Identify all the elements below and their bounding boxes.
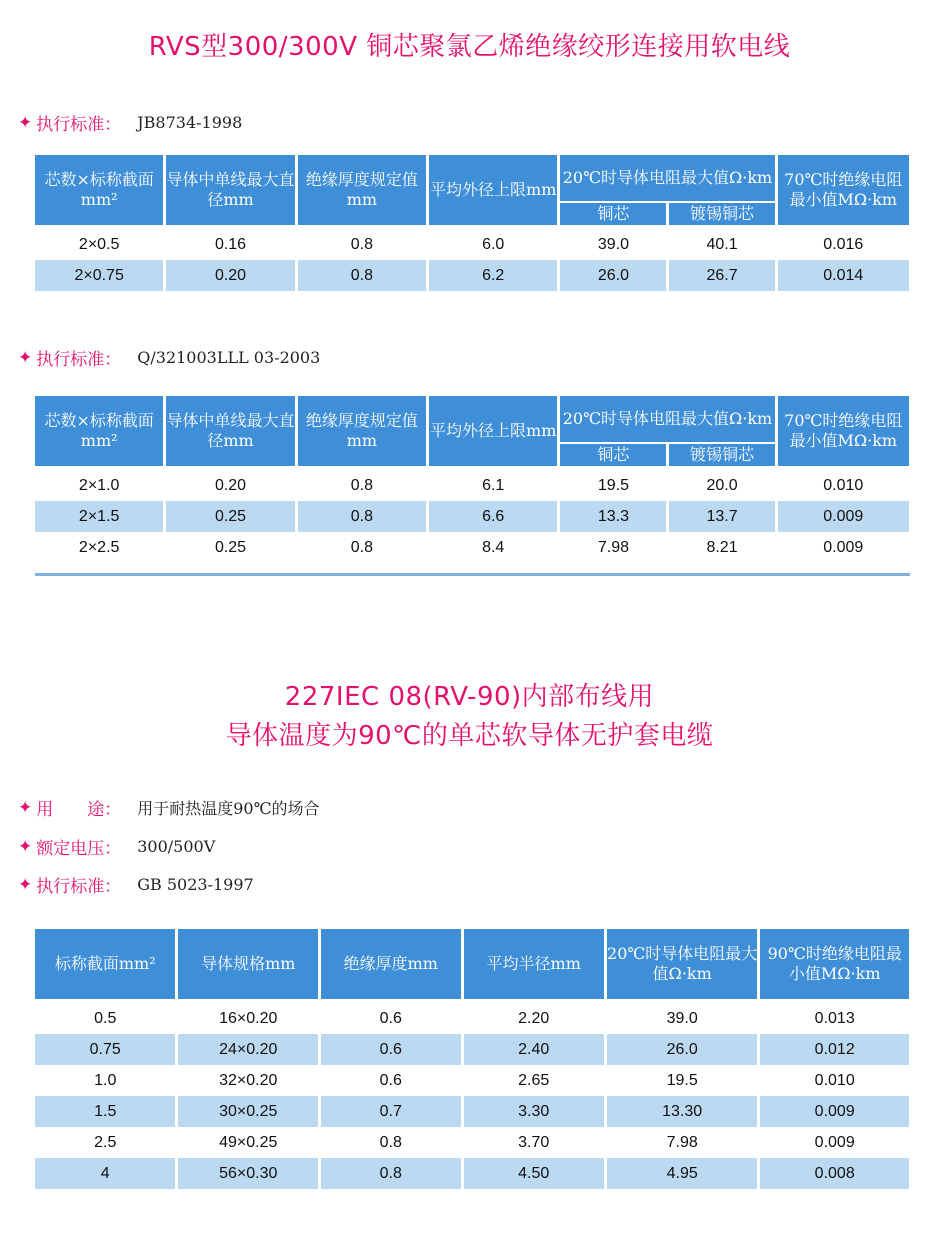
cell: 7.98 — [666, 1133, 698, 1151]
header-cores-section: 芯数×标称截面mm² — [35, 155, 163, 225]
cell: 6.2 — [429, 260, 557, 291]
cell: 0.8 — [298, 501, 426, 532]
cell: 6.0 — [482, 235, 505, 253]
cell: 4.95 — [607, 1158, 757, 1189]
table-row — [35, 1034, 909, 1065]
cell: 56×0.30 — [178, 1158, 318, 1189]
cell: 39.0 — [597, 235, 629, 253]
header-copper: 铜芯 — [560, 203, 666, 225]
cell: 0.16 — [214, 235, 247, 253]
star-icon: ✦ — [18, 797, 33, 817]
cell: 16×0.20 — [219, 1009, 278, 1027]
cell: 0.8 — [350, 235, 373, 253]
cell: 2.65 — [518, 1071, 550, 1089]
cell: 0.6 — [379, 1071, 402, 1089]
cell: 3.30 — [464, 1096, 604, 1127]
voltage-value: 300/500V — [137, 837, 216, 856]
cell: 0.25 — [166, 501, 294, 532]
header-wire-diameter: 导体中单线最大直径mm — [166, 396, 294, 466]
voltage-label: 额定电压： — [36, 839, 122, 859]
table-3 — [32, 929, 912, 1189]
star-icon: ✦ — [18, 347, 33, 367]
cell: 2×0.75 — [35, 260, 163, 291]
header-insulation-thickness: 绝缘厚度mm — [321, 929, 460, 999]
usage-value: 用于耐热温度90℃的场合 — [137, 799, 320, 818]
cell: 2×1.0 — [78, 476, 120, 494]
header-outer-diameter: 平均外径上限mm — [429, 396, 557, 466]
header-average-radius: 平均半径mm — [464, 929, 604, 999]
cell: 1.5 — [35, 1096, 175, 1127]
cell: 2.5 — [94, 1133, 117, 1151]
table-row — [35, 501, 909, 532]
table-row — [35, 532, 909, 563]
cell: 0.8 — [350, 476, 373, 494]
standard-line-3 — [18, 872, 254, 897]
cell: 6.1 — [482, 476, 505, 494]
header-insulation-resistance: 70℃时绝缘电阻最小值MΩ·km — [778, 396, 909, 466]
table-row — [35, 229, 909, 260]
header-conductor-resistance: 20℃时导体电阻最大值Ω·km — [560, 396, 774, 444]
header-nominal-section: 标称截面mm² — [35, 929, 175, 999]
cell: 6.6 — [429, 501, 557, 532]
table-row — [35, 470, 909, 501]
header-insulation-resistance: 70℃时绝缘电阻最小值MΩ·km — [778, 155, 909, 225]
cell: 0.014 — [778, 260, 909, 291]
usage-label: 用 途： — [36, 800, 122, 820]
header-copper: 铜芯 — [560, 444, 666, 466]
star-icon: ✦ — [18, 112, 33, 132]
cell: 7.98 — [597, 538, 629, 556]
cell: 40.1 — [706, 235, 738, 253]
cell: 0.009 — [778, 501, 909, 532]
cell: 24×0.20 — [178, 1034, 318, 1065]
standard-value: JB8734-1998 — [137, 113, 243, 132]
cell: 4 — [35, 1158, 175, 1189]
cell: 0.5 — [94, 1009, 117, 1027]
cell: 0.8 — [321, 1158, 460, 1189]
header-insulation-thickness: 绝缘厚度规定值mm — [298, 396, 426, 466]
cell: 8.4 — [482, 538, 505, 556]
header-conductor-resistance: 20℃时导体电阻最大值Ω·km — [560, 155, 774, 203]
table-row — [35, 1065, 909, 1096]
standard-label: 执行标准： — [36, 115, 122, 135]
cell: 0.20 — [166, 260, 294, 291]
table-2 — [32, 396, 912, 563]
cell: 26.0 — [560, 260, 666, 291]
table-row — [35, 1096, 909, 1127]
cell: 0.013 — [814, 1009, 855, 1027]
cell: 39.0 — [666, 1009, 698, 1027]
cell: 4.50 — [464, 1158, 604, 1189]
table-row — [35, 260, 909, 291]
cell: 0.6 — [379, 1009, 402, 1027]
cell: 0.008 — [760, 1158, 909, 1189]
cell: 3.70 — [518, 1133, 550, 1151]
cell: 2×0.5 — [78, 235, 120, 253]
cell: 0.010 — [823, 476, 864, 494]
cell: 0.7 — [321, 1096, 460, 1127]
standard-label: 执行标准： — [36, 877, 122, 897]
cell: 13.30 — [607, 1096, 757, 1127]
header-cores-section: 芯数×标称截面mm² — [35, 396, 163, 466]
cell: 26.0 — [607, 1034, 757, 1065]
table-row — [35, 1127, 909, 1158]
table-1 — [32, 155, 912, 291]
standard-value: GB 5023-1997 — [137, 875, 254, 894]
header-insulation-resistance: 90℃时绝缘电阻最小值MΩ·km — [760, 929, 909, 999]
cell: 13.3 — [560, 501, 666, 532]
cell: 49×0.25 — [219, 1133, 278, 1151]
cell: 0.75 — [35, 1034, 175, 1065]
cell: 0.012 — [760, 1034, 909, 1065]
cell: 2×1.5 — [35, 501, 163, 532]
cell: 32×0.20 — [219, 1071, 278, 1089]
cell: 0.8 — [298, 260, 426, 291]
cell: 2×2.5 — [78, 538, 120, 556]
star-icon: ✦ — [18, 836, 33, 856]
cell: 0.8 — [379, 1133, 402, 1151]
header-wire-diameter: 导体中单线最大直径mm — [166, 155, 294, 225]
cell: 0.009 — [814, 1133, 855, 1151]
cell: 19.5 — [597, 476, 629, 494]
standard-line-2 — [18, 345, 320, 370]
usage-line — [18, 795, 320, 820]
cell: 0.016 — [823, 235, 864, 253]
cell: 19.5 — [666, 1071, 698, 1089]
cell: 0.6 — [321, 1034, 460, 1065]
header-tinned-copper: 镀锡铜芯 — [669, 444, 774, 466]
star-icon: ✦ — [18, 874, 33, 894]
standard-label: 执行标准： — [36, 350, 122, 370]
header-conductor-resistance: 20℃时导体电阻最大值Ω·km — [607, 929, 757, 999]
cell: 0.8 — [350, 538, 373, 556]
cell: 26.7 — [669, 260, 774, 291]
standard-line-1 — [18, 110, 242, 135]
section2-title-line1: 227IEC 08(RV-90)内部布线用 — [284, 682, 655, 712]
section1-title: RVS型300/300V 铜芯聚氯乙烯绝缘绞形连接用软电线 — [148, 32, 791, 62]
table-row — [35, 1158, 909, 1189]
voltage-line — [18, 834, 215, 859]
cell: 0.010 — [814, 1071, 855, 1089]
cell: 2.40 — [464, 1034, 604, 1065]
header-insulation-thickness: 绝缘厚度规定值mm — [298, 155, 426, 225]
cell: 2.20 — [518, 1009, 550, 1027]
cell: 0.25 — [214, 538, 247, 556]
cell: 1.0 — [94, 1071, 117, 1089]
header-outer-diameter: 平均外径上限mm — [429, 155, 557, 225]
cell: 20.0 — [706, 476, 738, 494]
cell: 0.009 — [760, 1096, 909, 1127]
table-2-underline — [35, 573, 910, 576]
cell: 0.20 — [214, 476, 247, 494]
header-tinned-copper: 镀锡铜芯 — [669, 203, 774, 225]
cell: 8.21 — [706, 538, 738, 556]
cell: 0.009 — [823, 538, 864, 556]
cell: 13.7 — [669, 501, 774, 532]
section2-title-line2: 导体温度为90℃的单芯软导体无护套电缆 — [225, 721, 714, 751]
standard-value: Q/321003LLL 03-2003 — [137, 348, 321, 367]
cell: 30×0.25 — [178, 1096, 318, 1127]
header-conductor-spec: 导体规格mm — [178, 929, 318, 999]
table-row — [35, 1003, 909, 1034]
